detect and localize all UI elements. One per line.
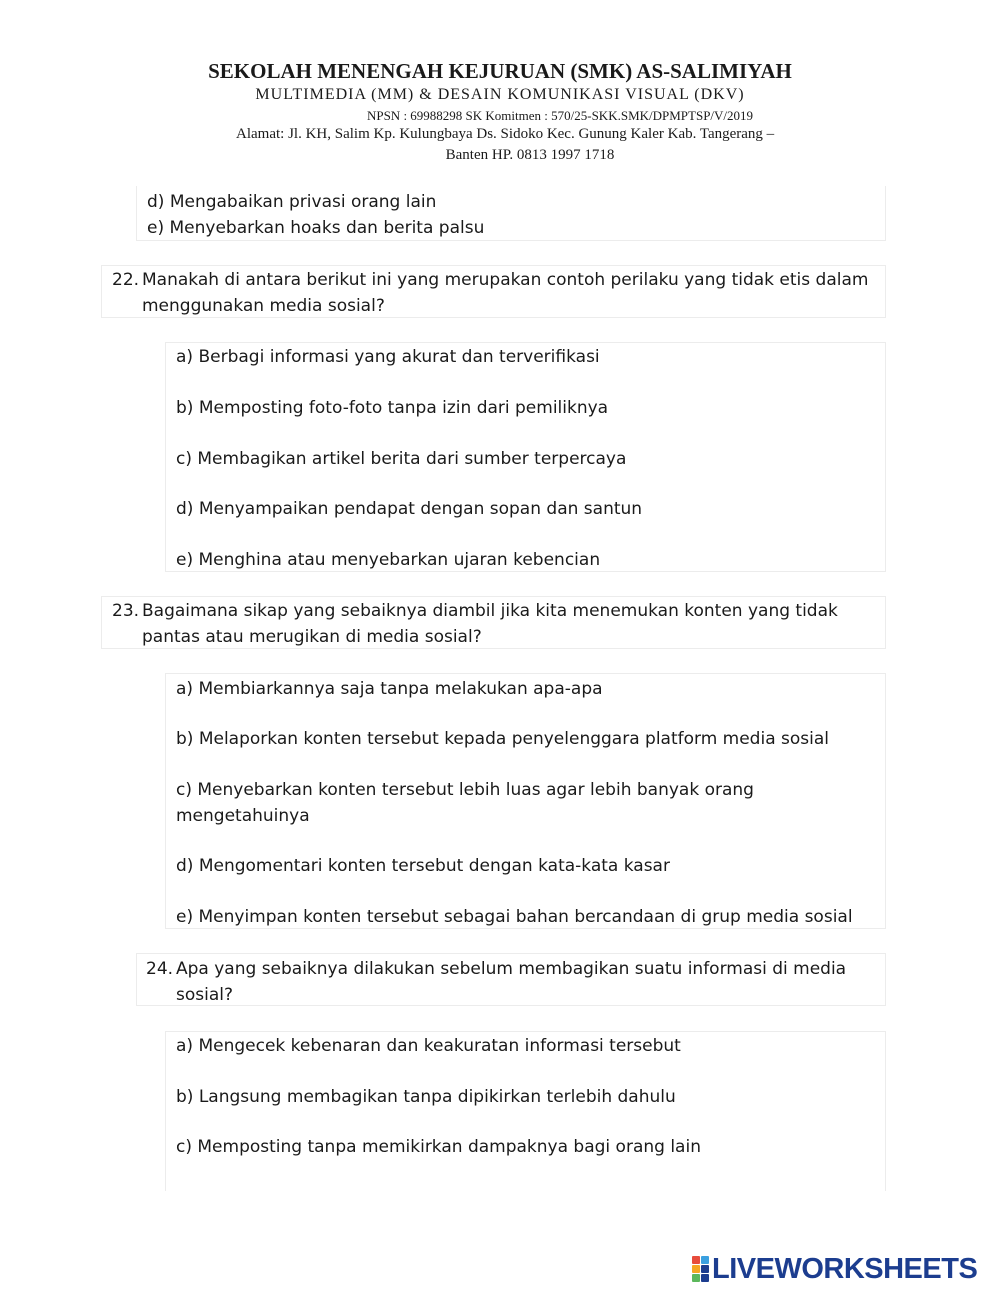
option-item[interactable]: d) Mengomentari konten tersebut dengan kata-kata kasar	[176, 856, 670, 876]
option-item[interactable]: a) Membiarkannya saja tanpa melakukan apa-apa	[176, 679, 603, 699]
question-text: Manakah di antara berikut ini yang merupakan contoh perilaku yang tidak etis dalam menggunakan media sosial?	[142, 270, 869, 316]
option-item[interactable]: c) Membagikan artikel berita dari sumber terpercaya	[176, 449, 627, 469]
question-number: 22.	[112, 270, 140, 290]
question-text: Bagaimana sikap yang sebaiknya diambil jika kita menemukan konten yang tidak pantas atau merugikan di media sosial?	[142, 601, 838, 647]
option-item[interactable]: b) Melaporkan konten tersebut kepada penyelenggara platform media sosial	[176, 729, 829, 749]
school-name: SEKOLAH MENENGAH KEJURUAN (SMK) AS-SALIMIYAH	[208, 59, 792, 83]
option-item[interactable]: b) Langsung membagikan tanpa dipikirkan terlebih dahulu	[176, 1087, 676, 1107]
option-item[interactable]: e) Menghina atau menyebarkan ujaran kebencian	[176, 550, 601, 570]
option-item[interactable]: d) Mengabaikan privasi orang lain	[147, 192, 437, 212]
question-number: 23.	[112, 601, 140, 621]
question-number: 24.	[146, 959, 174, 979]
option-item[interactable]: e) Menyimpan konten tersebut sebagai bahan bercandaan di grup media sosial	[176, 907, 853, 927]
question-text: Apa yang sebaiknya dilakukan sebelum membagikan suatu informasi di media sosial?	[176, 959, 847, 1005]
liveworksheets-wordmark: LIVEWORKSHEETS	[712, 1252, 978, 1285]
option-item-continuation: mengetahuinya	[176, 806, 310, 826]
option-item[interactable]: c) Menyebarkan konten tersebut lebih luas agar lebih banyak orang	[176, 780, 754, 800]
option-item[interactable]: a) Berbagi informasi yang akurat dan terverifikasi	[176, 347, 600, 367]
option-item[interactable]: a) Mengecek kebenaran dan keakuratan informasi tersebut	[176, 1036, 681, 1056]
option-item[interactable]: d) Menyampaikan pendapat dengan sopan dan santun	[176, 499, 643, 519]
school-npsn: NPSN : 69988298 SK Komitmen : 570/25-SKK.SMK/DPMPTSP/V/2019	[366, 108, 754, 123]
liveworksheets-mark-icon	[692, 1256, 709, 1282]
option-item[interactable]: b) Memposting foto-foto tanpa izin dari pemiliknya	[176, 398, 609, 418]
school-address-line2: Banten HP. 0813 1997 1718	[445, 147, 615, 163]
school-programs: MULTIMEDIA (MM) & DESAIN KOMUNIKASI VISUAL (DKV)	[255, 86, 745, 103]
option-item[interactable]: e) Menyebarkan hoaks dan berita palsu	[147, 218, 485, 238]
option-item[interactable]: c) Memposting tanpa memikirkan dampaknya bagi orang lain	[176, 1137, 701, 1157]
liveworksheets-logo	[692, 1252, 977, 1286]
